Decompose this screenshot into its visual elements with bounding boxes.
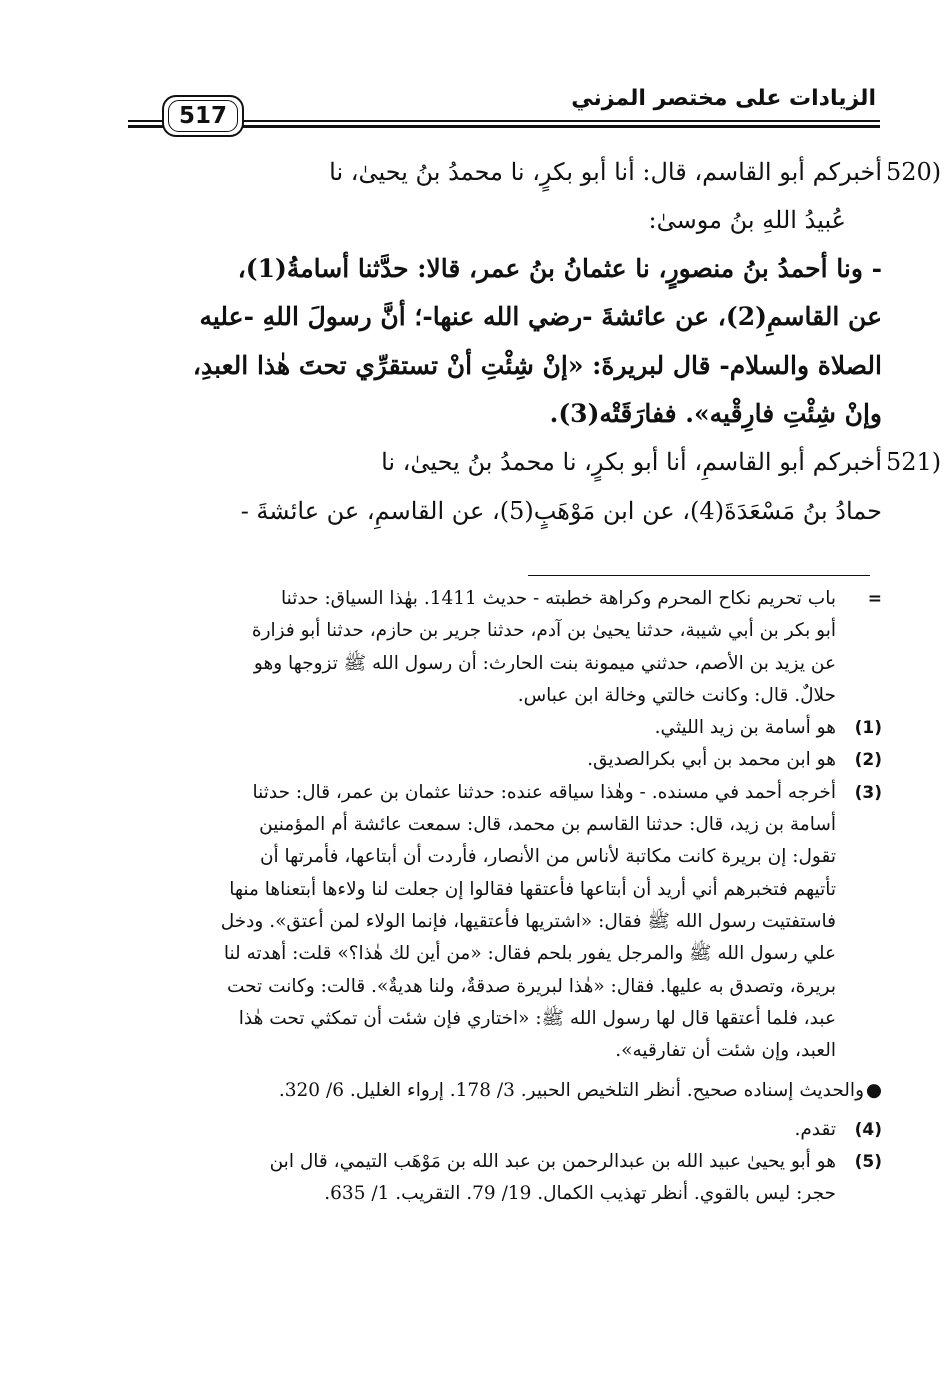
bold-text-line: وإنْ شِئْتِ فارِقْيه». ففارَقَتْه(3).	[549, 399, 882, 429]
footnote-number: (5)	[854, 1152, 882, 1173]
bold-text-line: عن القاسمِ(2)، عن عائشةَ -رضي الله عنها-؛ أنَّ رسولَ اللهِ -عليه	[199, 302, 882, 332]
page-header	[128, 78, 880, 136]
running-title: الزيادات على مختصر المزني	[571, 86, 876, 111]
footnote-number: (1)	[854, 718, 882, 739]
footnote-3	[136, 777, 882, 1068]
text-line: حمادُ بنُ مَسْعَدَةَ(4)، عن ابن مَوْهَبٍ(5)، عن القاسمِ، عن عائشةَ -	[240, 496, 882, 525]
entry-number: 521)	[886, 448, 942, 477]
footnote-line: تأتيهم فتخبرهم أني أريد أن أبتاعها فأعتقها فقالوا إن جعلت لنا ولاءها أبتعناها منها	[229, 878, 836, 900]
footnote-bullet-note	[136, 1075, 882, 1107]
footnote-line: باب تحريم نكاح المحرم وكراهة خطبته - حديث 1411. بهٰذا السياق: حدثنا	[281, 588, 836, 609]
footnote-line: عبد، فلما أعتقها قال لها رسول الله ﷺ: «اختاري فإن شئت أن تمكثي تحت هٰذا	[238, 1007, 836, 1029]
bold-text-line: - ونا أحمدُ بنُ منصورٍ، نا عثمانُ بنُ عمر، قالا: حدَّثنا أسامةُ(1)،	[237, 253, 882, 283]
footnotes	[136, 583, 882, 1211]
footnote-line: بريرة، وتصدق به عليها. فقال: «هٰذا لبريرة صدقةٌ، ولنا هديةٌ». قالت: وكانت تحت	[226, 975, 836, 997]
footnote-line: تقول: إن بريرة كانت مكاتبة لأناس من الأنصار، فأردت أن أبتاعها، فأمرتها أن	[259, 846, 836, 868]
footnote-number: (4)	[854, 1119, 882, 1140]
footnote-line: حجر: ليس بالقوي. أنظر تهذيب الكمال. 19/ 79. التقريب. 1/ 635.	[324, 1183, 836, 1205]
entry-number: 520)	[886, 158, 942, 186]
footnote-line: تقدم.	[794, 1118, 836, 1140]
footnote-line: والحديث إسناده صحيح. أنظر التلخيص الحبير. 3/ 178. إرواء الغليل. 6/ 320.	[278, 1080, 864, 1102]
footnote-line: أخرجه أحمد في مسنده. - وهٰذا سياقه عنده: حدثنا عثمان بن عمر، قال: حدثنا	[252, 781, 836, 803]
footnote-line: العبد، وإن شئت أن تفارقيه».	[615, 1040, 836, 1062]
footnote-separator	[528, 575, 870, 576]
continuation-mark: =	[867, 589, 882, 609]
text-line: عُبيدُ اللهِ بنُ موسىٰ:	[648, 206, 846, 235]
footnote-1	[136, 712, 882, 744]
footnote-line: هو أبو يحيىٰ عبيد الله بن عبدالرحمن بن عبد الله بن مَوْهَب التيمي، قال ابن	[269, 1151, 836, 1173]
page-number: 517	[162, 95, 244, 137]
footnote-5	[136, 1146, 882, 1211]
footnote-line: هو أسامة بن زيد الليثي.	[654, 717, 836, 739]
hadith-entry-520	[142, 148, 942, 438]
footnote-line: هو ابن محمد بن أبي بكرالصديق.	[587, 749, 836, 771]
bold-text-line: الصلاة والسلام- قال لبريرةَ: «إنْ شِئْتِ أنْ تستقرِّي تحتَ هٰذا العبدِ،	[192, 350, 882, 380]
footnote-4	[136, 1114, 882, 1146]
footnote-line: حلالٌ. قال: وكانت خالتي وخالة ابن عباس.	[517, 684, 836, 706]
text-line: أخبركم أبو القاسمِ، أنا أبو بكرٍ، نا محمدُ بنُ يحيىٰ، نا	[381, 448, 882, 477]
footnote-number: (2)	[854, 750, 882, 771]
footnote-line: علي رسول الله ﷺ والمرجل يفور بلحم فقال: «من أين لك هٰذا؟» قلت: أهدته لنا	[223, 943, 836, 965]
hadith-entry-521	[142, 438, 942, 535]
footnote-line: أبو بكر بن أبي شيبة، حدثنا يحيىٰ بن آدم، حدثنا جرير بن حازم، حدثنا أبو فزارة	[251, 620, 836, 642]
footnote-number: (3)	[854, 782, 882, 803]
text-line: أخبركم أبو القاسم، قال: أنا أبو بكرٍ، نا محمدُ بنُ يحيىٰ، نا	[329, 158, 882, 186]
footnote-2	[136, 744, 882, 776]
main-text	[142, 148, 942, 535]
bullet-icon: ●	[865, 1080, 882, 1102]
footnote-line: أسامة بن زيد، قال: حدثنا القاسم بن محمد، قال: سمعت عائشة أم المؤمنين	[259, 814, 836, 836]
footnote-line: عن يزيد بن الأصم، حدثني ميمونة بنت الحارث: أن رسول الله ﷺ تزوجها وهو	[253, 652, 836, 674]
footnote-line: فاستفتيت رسول الله ﷺ فقال: «اشتريها فأعتقيها، فإنما الولاء لمن أعتق». ودخل	[220, 910, 836, 932]
footnote-continuation	[136, 583, 882, 712]
